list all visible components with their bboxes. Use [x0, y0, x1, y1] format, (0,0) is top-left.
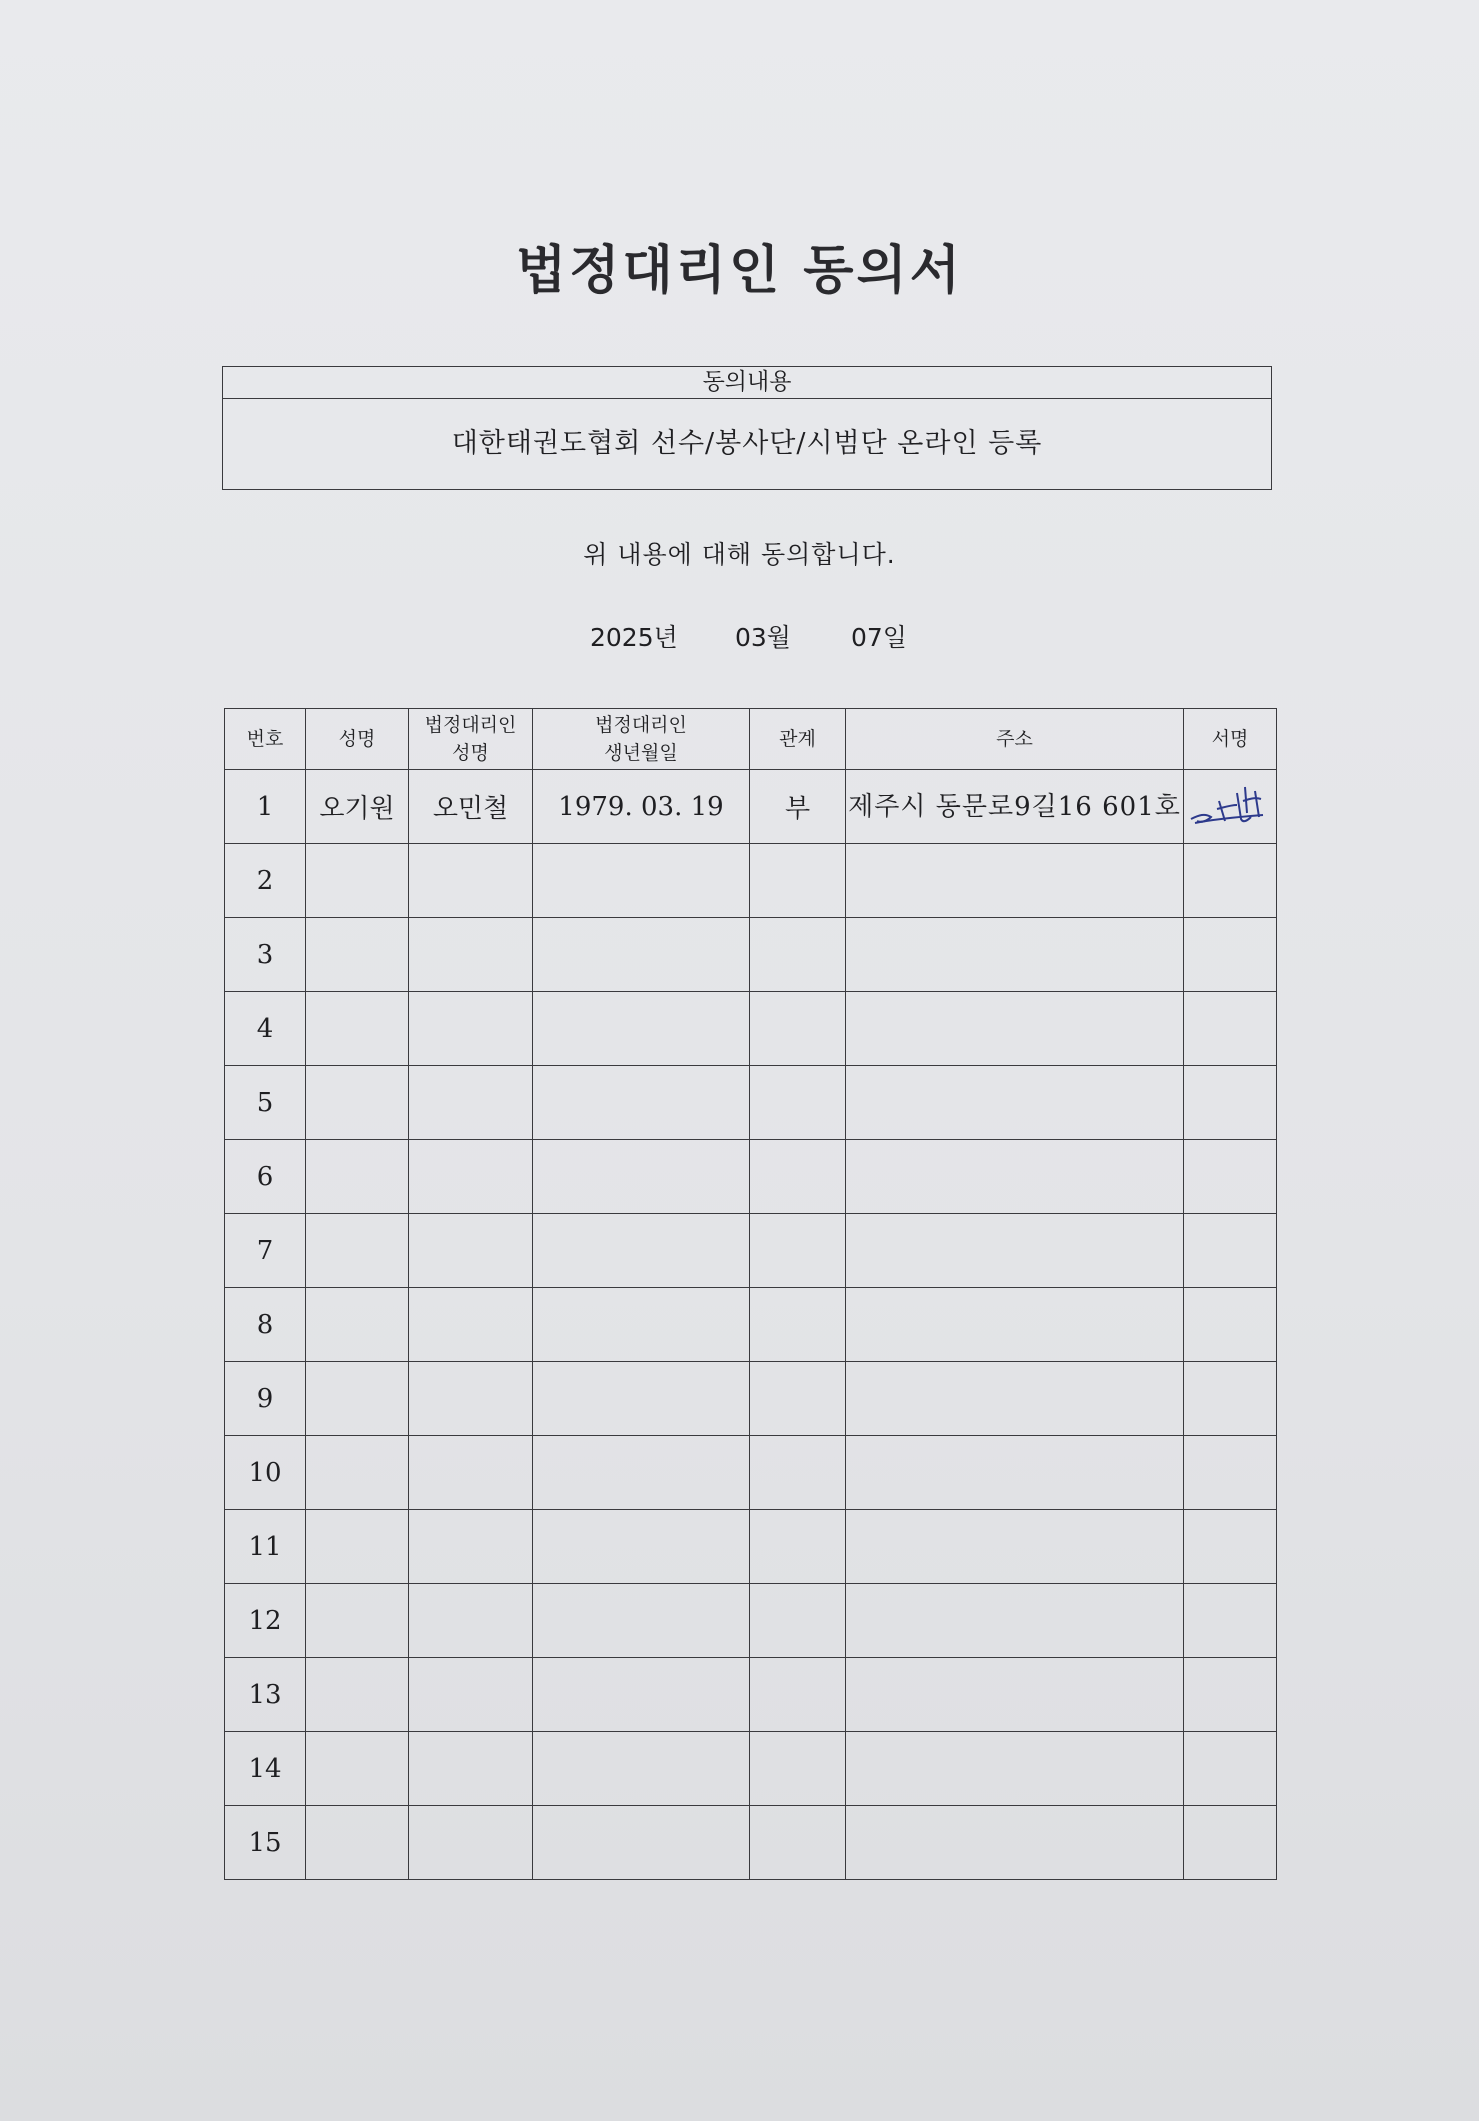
- table-row: [225, 1140, 1277, 1214]
- cell-address: 제주시 동문로9길16 601호: [846, 770, 1184, 844]
- cell-signature: [1184, 770, 1277, 844]
- date-year: 2025년: [590, 623, 678, 652]
- cell-guardian-name: [409, 844, 533, 918]
- cell-number: 5: [225, 1066, 306, 1140]
- cell-relation: [750, 1658, 846, 1732]
- cell-name: [306, 1806, 409, 1880]
- cell-signature: [1184, 1362, 1277, 1436]
- cell-number: 15: [225, 1806, 306, 1880]
- cell-address: [846, 1806, 1184, 1880]
- cell-signature: [1184, 1066, 1277, 1140]
- table-row: [225, 1732, 1277, 1806]
- cell-address: [846, 1510, 1184, 1584]
- cell-signature: [1184, 1140, 1277, 1214]
- cell-number: 3: [225, 918, 306, 992]
- cell-relation: [750, 1140, 846, 1214]
- cell-relation: [750, 1732, 846, 1806]
- cell-relation: [750, 1288, 846, 1362]
- cell-guardian-name: [409, 1066, 533, 1140]
- cell-name: [306, 1658, 409, 1732]
- cell-address: [846, 918, 1184, 992]
- cell-guardian-birth: [533, 1288, 750, 1362]
- cell-number: 2: [225, 844, 306, 918]
- cell-relation: 부: [750, 770, 846, 844]
- cell-relation: [750, 918, 846, 992]
- cell-number: 11: [225, 1510, 306, 1584]
- cell-guardian-birth: [533, 992, 750, 1066]
- cell-relation: [750, 1362, 846, 1436]
- cell-signature: [1184, 1214, 1277, 1288]
- header-guardian-birth-line1: 법정대리인: [595, 714, 687, 736]
- date-day: 07일: [851, 623, 907, 652]
- table-header-row: [225, 709, 1277, 770]
- table-row: [225, 1584, 1277, 1658]
- cell-guardian-name: [409, 1732, 533, 1806]
- cell-name: [306, 1214, 409, 1288]
- cell-name: 오기원: [306, 770, 409, 844]
- cell-name: [306, 1510, 409, 1584]
- cell-signature: [1184, 1584, 1277, 1658]
- date-month: 03월: [735, 623, 791, 652]
- cell-number: 12: [225, 1584, 306, 1658]
- header-guardian-name: [409, 709, 533, 770]
- cell-name: [306, 844, 409, 918]
- table-row: [225, 918, 1277, 992]
- header-guardian-name-line2: 성명: [452, 742, 489, 764]
- cell-number: 14: [225, 1732, 306, 1806]
- header-name: 성명: [306, 709, 409, 770]
- cell-relation: [750, 1510, 846, 1584]
- table-row: [225, 1066, 1277, 1140]
- cell-relation: [750, 1436, 846, 1510]
- cell-signature: [1184, 1806, 1277, 1880]
- cell-signature: [1184, 1658, 1277, 1732]
- cell-address: [846, 844, 1184, 918]
- cell-guardian-name: [409, 1658, 533, 1732]
- header-number: 번호: [225, 709, 306, 770]
- table-row: [225, 1288, 1277, 1362]
- cell-signature: [1184, 918, 1277, 992]
- cell-address: [846, 1362, 1184, 1436]
- cell-guardian-name: [409, 992, 533, 1066]
- cell-guardian-birth: [533, 1584, 750, 1658]
- cell-guardian-birth: [533, 844, 750, 918]
- cell-guardian-birth: [533, 1362, 750, 1436]
- table-body: [225, 770, 1277, 1880]
- cell-guardian-birth: [533, 1066, 750, 1140]
- cell-number: 7: [225, 1214, 306, 1288]
- handwritten-signature: [1185, 779, 1275, 835]
- cell-name: [306, 1362, 409, 1436]
- table-row: [225, 992, 1277, 1066]
- table-row: [225, 1658, 1277, 1732]
- cell-name: [306, 992, 409, 1066]
- cell-name: [306, 1066, 409, 1140]
- document-title: 법정대리인 동의서: [516, 240, 963, 301]
- cell-number: 6: [225, 1140, 306, 1214]
- cell-number: 1: [225, 770, 306, 844]
- header-guardian-birth: [533, 709, 750, 770]
- cell-guardian-name: [409, 918, 533, 992]
- table-row: [225, 844, 1277, 918]
- cell-guardian-birth: 1979. 03. 19: [533, 770, 750, 844]
- table-row: [225, 1362, 1277, 1436]
- cell-guardian-birth: [533, 1214, 750, 1288]
- cell-guardian-name: [409, 1362, 533, 1436]
- cell-address: [846, 1066, 1184, 1140]
- cell-relation: [750, 1584, 846, 1658]
- cell-guardian-name: [409, 1584, 533, 1658]
- cell-guardian-birth: [533, 1806, 750, 1880]
- cell-name: [306, 1140, 409, 1214]
- table-row: [225, 1806, 1277, 1880]
- consent-header: 동의내용: [223, 367, 1271, 399]
- cell-signature: [1184, 1436, 1277, 1510]
- consent-body: 대한태권도협회 선수/봉사단/시범단 온라인 등록: [451, 428, 1043, 459]
- cell-name: [306, 1732, 409, 1806]
- cell-guardian-birth: [533, 1732, 750, 1806]
- cell-number: 10: [225, 1436, 306, 1510]
- cell-address: [846, 1658, 1184, 1732]
- cell-guardian-name: [409, 1806, 533, 1880]
- cell-guardian-name: [409, 1436, 533, 1510]
- table-row: [225, 1436, 1277, 1510]
- cell-relation: [750, 1214, 846, 1288]
- cell-address: [846, 1288, 1184, 1362]
- cell-guardian-birth: [533, 1658, 750, 1732]
- cell-address: [846, 1140, 1184, 1214]
- table-row: [225, 1510, 1277, 1584]
- cell-number: 9: [225, 1362, 306, 1436]
- cell-guardian-name: [409, 1140, 533, 1214]
- header-signature: 서명: [1184, 709, 1277, 770]
- cell-number: 13: [225, 1658, 306, 1732]
- cell-name: [306, 918, 409, 992]
- cell-guardian-birth: [533, 1436, 750, 1510]
- cell-name: [306, 1584, 409, 1658]
- cell-signature: [1184, 1288, 1277, 1362]
- cell-guardian-name: [409, 1214, 533, 1288]
- cell-address: [846, 1436, 1184, 1510]
- cell-signature: [1184, 1732, 1277, 1806]
- cell-signature: [1184, 844, 1277, 918]
- header-relation: 관계: [750, 709, 846, 770]
- cell-address: [846, 1584, 1184, 1658]
- cell-name: [306, 1436, 409, 1510]
- header-guardian-birth-line2: 생년월일: [604, 742, 678, 764]
- cell-name: [306, 1288, 409, 1362]
- cell-number: 8: [225, 1288, 306, 1362]
- cell-address: [846, 1214, 1184, 1288]
- cell-guardian-name: 오민철: [409, 770, 533, 844]
- consent-box: [222, 366, 1272, 490]
- cell-relation: [750, 1066, 846, 1140]
- cell-guardian-birth: [533, 1510, 750, 1584]
- table-row: [225, 770, 1277, 844]
- cell-guardian-name: [409, 1288, 533, 1362]
- cell-relation: [750, 992, 846, 1066]
- cell-relation: [750, 1806, 846, 1880]
- cell-address: [846, 1732, 1184, 1806]
- header-address: 주소: [846, 709, 1184, 770]
- cell-relation: [750, 844, 846, 918]
- cell-guardian-birth: [533, 1140, 750, 1214]
- cell-signature: [1184, 992, 1277, 1066]
- cell-guardian-birth: [533, 918, 750, 992]
- cell-guardian-name: [409, 1510, 533, 1584]
- header-guardian-name-line1: 법정대리인: [424, 714, 517, 736]
- agreement-statement: 위 내용에 대해 동의합니다.: [583, 540, 896, 569]
- cell-number: 4: [225, 992, 306, 1066]
- table-row: [225, 1214, 1277, 1288]
- cell-signature: [1184, 1510, 1277, 1584]
- guardian-table: [224, 708, 1277, 1880]
- cell-address: [846, 992, 1184, 1066]
